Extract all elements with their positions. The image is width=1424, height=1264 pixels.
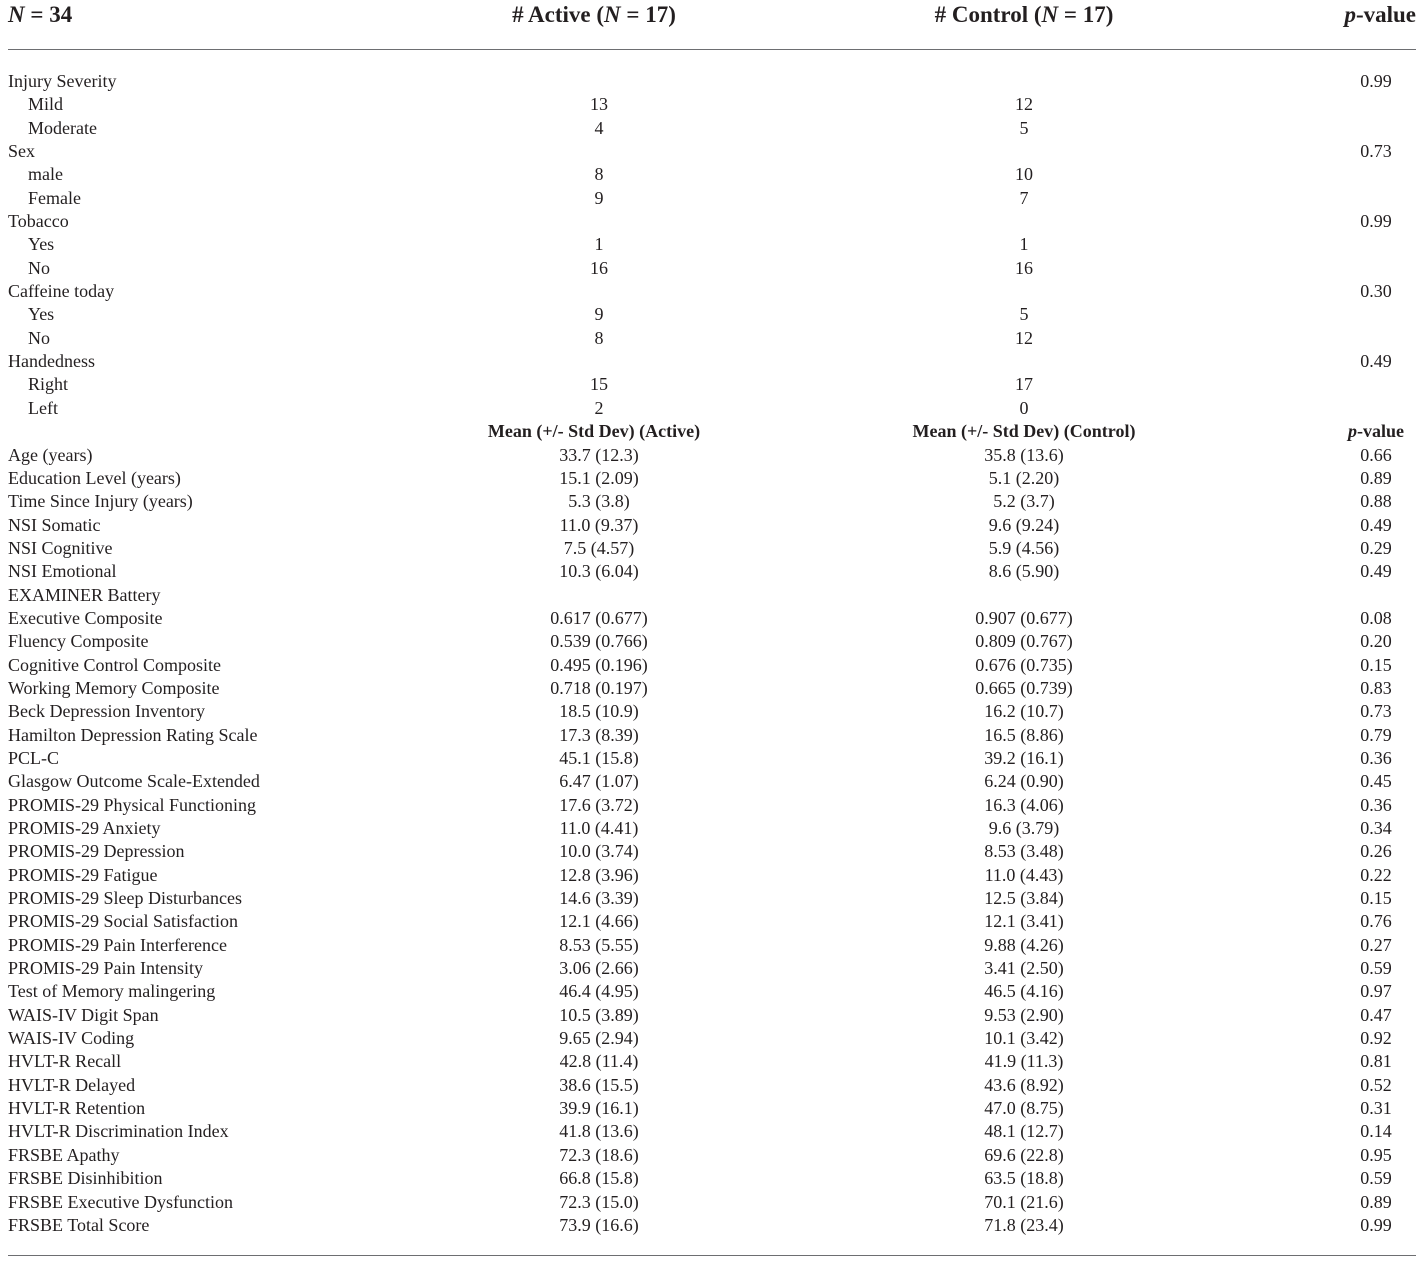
p-value: 0.08	[1360, 607, 1392, 628]
table-row	[0, 257, 1424, 280]
p-value: 0.83	[1360, 677, 1392, 698]
active-value: 12.1 (4.66)	[559, 911, 639, 932]
p-value: 0.47	[1360, 1004, 1392, 1025]
active-value: 0.718 (0.197)	[550, 677, 648, 698]
top-rule	[8, 49, 1416, 50]
row-label: Fluency Composite	[8, 631, 149, 652]
control-value: 8.53 (3.48)	[984, 841, 1064, 862]
p-value: 0.95	[1360, 1144, 1392, 1165]
row-label: FRSBE Total Score	[8, 1214, 150, 1235]
active-value: 8.53 (5.55)	[559, 934, 639, 955]
p-value: 0.36	[1360, 794, 1392, 815]
row-label: Glasgow Outcome Scale-Extended	[8, 771, 260, 792]
active-value: 7.5 (4.57)	[563, 537, 635, 558]
p-value: 0.97	[1360, 981, 1392, 1002]
row-label: EXAMINER Battery	[8, 584, 161, 605]
table-row	[0, 70, 1424, 93]
active-value: 39.9 (16.1)	[559, 1098, 639, 1119]
row-label: Hamilton Depression Rating Scale	[8, 724, 258, 745]
table-row	[0, 537, 1424, 560]
row-label: WAIS-IV Digit Span	[8, 1004, 159, 1025]
row-label: Female	[28, 187, 81, 208]
table-row	[0, 1027, 1424, 1050]
control-value: 35.8 (13.6)	[984, 444, 1064, 465]
row-label: Left	[28, 397, 58, 418]
control-value: 71.8 (23.4)	[984, 1214, 1064, 1235]
table-row	[0, 864, 1424, 887]
control-value: 3.41 (2.50)	[984, 958, 1064, 979]
p-value: 0.81	[1360, 1051, 1392, 1072]
p-value: 0.49	[1360, 351, 1392, 372]
table-row	[0, 747, 1424, 770]
subheader-pvalue: p-value	[1348, 421, 1404, 442]
row-label: Age (years)	[8, 444, 93, 465]
p-value: 0.59	[1360, 958, 1392, 979]
active-value: 5.3 (3.8)	[568, 491, 630, 512]
bottom-rule	[8, 1255, 1416, 1256]
active-value: 73.9 (16.6)	[559, 1214, 639, 1235]
table-row	[0, 210, 1424, 233]
table-row	[0, 233, 1424, 256]
p-value: 0.15	[1360, 888, 1392, 909]
row-label: HVLT-R Retention	[8, 1098, 146, 1119]
control-value: 43.6 (8.92)	[984, 1074, 1064, 1095]
table-row	[0, 117, 1424, 140]
row-label: Yes	[28, 304, 55, 325]
control-value: 5.9 (4.56)	[988, 537, 1060, 558]
row-label: Education Level (years)	[8, 467, 181, 488]
table-row	[0, 163, 1424, 186]
table-row	[0, 514, 1424, 537]
p-value: 0.26	[1360, 841, 1392, 862]
row-label: Executive Composite	[8, 607, 163, 628]
control-value: 16.3 (4.06)	[984, 794, 1064, 815]
p-value: 0.73	[1360, 701, 1392, 722]
row-label: Sex	[8, 141, 35, 162]
p-value: 0.15	[1360, 654, 1392, 675]
table-row	[0, 957, 1424, 980]
p-value: 0.20	[1360, 631, 1392, 652]
control-value: 0.665 (0.739)	[975, 677, 1073, 698]
p-value: 0.31	[1360, 1098, 1392, 1119]
subheader-control: Mean (+/- Std Dev) (Control)	[912, 421, 1136, 442]
table-row	[0, 770, 1424, 793]
control-value: 12	[1015, 94, 1033, 115]
active-value: 11.0 (4.41)	[559, 818, 639, 838]
p-value: 0.14	[1360, 1121, 1392, 1142]
control-value: 9.88 (4.26)	[984, 934, 1064, 955]
control-value: 7	[1019, 187, 1029, 208]
row-label: Time Since Injury (years)	[8, 491, 193, 512]
header-active: # Active (N = 17)	[512, 2, 676, 27]
active-value: 66.8 (15.8)	[559, 1168, 639, 1189]
row-label: NSI Somatic	[8, 514, 101, 535]
table-row	[0, 1074, 1424, 1097]
active-value: 17.3 (8.39)	[559, 724, 639, 745]
active-value: 4	[594, 117, 604, 138]
table-row	[0, 654, 1424, 677]
table-row	[0, 327, 1424, 350]
control-value: 69.6 (22.8)	[984, 1144, 1064, 1165]
row-label: FRSBE Disinhibition	[8, 1168, 163, 1189]
p-value: 0.22	[1360, 864, 1392, 885]
row-label: WAIS-IV Coding	[8, 1028, 135, 1049]
row-label: male	[28, 164, 63, 185]
active-value: 11.0 (9.37)	[559, 514, 639, 535]
table-row	[0, 490, 1424, 513]
table-row	[0, 1097, 1424, 1120]
row-label: Test of Memory malingering	[8, 981, 216, 1002]
control-value: 5	[1019, 117, 1029, 138]
p-value: 0.73	[1360, 141, 1392, 162]
header-n-total: N = 34	[8, 2, 73, 27]
p-value: 0.76	[1360, 911, 1392, 932]
row-label: PROMIS-29 Sleep Disturbances	[8, 888, 242, 909]
control-value: 0.676 (0.735)	[975, 654, 1073, 675]
p-value: 0.45	[1360, 771, 1392, 792]
active-value: 6.47 (1.07)	[559, 771, 639, 792]
p-value: 0.29	[1360, 537, 1392, 558]
row-label: No	[28, 327, 50, 348]
row-label: Cognitive Control Composite	[8, 654, 222, 675]
row-label: Beck Depression Inventory	[8, 701, 205, 722]
subheader-row	[0, 420, 1424, 443]
active-value: 41.8 (13.6)	[559, 1121, 639, 1142]
table-body	[0, 70, 1424, 1237]
control-value: 12.5 (3.84)	[984, 888, 1064, 909]
control-value: 12.1 (3.41)	[984, 911, 1064, 932]
active-value: 10.0 (3.74)	[559, 841, 639, 862]
active-value: 16	[590, 257, 608, 278]
control-value: 46.5 (4.16)	[984, 981, 1064, 1002]
active-value: 38.6 (15.5)	[559, 1074, 639, 1095]
table-row	[0, 677, 1424, 700]
control-value: 0.809 (0.767)	[975, 631, 1073, 652]
row-label: Caffeine today	[8, 281, 115, 302]
control-value: 9.53 (2.90)	[984, 1004, 1064, 1025]
subheader-active: Mean (+/- Std Dev) (Active)	[487, 421, 701, 442]
active-value: 15.1 (2.09)	[559, 467, 639, 488]
table-row	[0, 1120, 1424, 1143]
table-row	[0, 350, 1424, 373]
p-value: 0.52	[1360, 1074, 1392, 1095]
table-row	[0, 397, 1424, 420]
control-value: 5	[1019, 304, 1029, 325]
p-value: 0.49	[1360, 561, 1392, 582]
row-label: Moderate	[28, 117, 97, 138]
p-value: 0.92	[1360, 1028, 1392, 1049]
active-value: 10.5 (3.89)	[559, 1004, 639, 1025]
active-value: 42.8 (11.4)	[559, 1051, 639, 1072]
p-value: 0.34	[1360, 818, 1392, 838]
row-label: PROMIS-29 Depression	[8, 841, 185, 862]
p-value: 0.88	[1360, 491, 1392, 512]
control-value: 16.5 (8.86)	[984, 724, 1064, 745]
row-label: Right	[28, 374, 69, 395]
control-value: 47.0 (8.75)	[984, 1098, 1064, 1119]
control-value: 10	[1015, 164, 1033, 185]
control-value: 63.5 (18.8)	[984, 1168, 1064, 1189]
control-value: 9.6 (9.24)	[988, 514, 1060, 535]
control-value: 39.2 (16.1)	[984, 747, 1064, 768]
p-value: 0.89	[1360, 1191, 1392, 1212]
control-value: 9.6 (3.79)	[988, 818, 1060, 838]
control-value: 70.1 (21.6)	[984, 1191, 1064, 1212]
table-row	[0, 373, 1424, 396]
control-value: 1	[1019, 234, 1029, 255]
active-value: 14.6 (3.39)	[559, 888, 639, 909]
active-value: 17.6 (3.72)	[559, 794, 639, 815]
control-value: 6.24 (0.90)	[984, 771, 1064, 792]
row-label: FRSBE Apathy	[8, 1144, 120, 1165]
row-label: Working Memory Composite	[8, 677, 220, 698]
table-row	[0, 140, 1424, 163]
row-label: HVLT-R Discrimination Index	[8, 1121, 229, 1142]
row-label: Yes	[28, 234, 55, 255]
active-value: 9	[594, 304, 604, 325]
control-value: 16.2 (10.7)	[984, 701, 1064, 722]
p-value: 0.30	[1360, 281, 1392, 302]
table-row	[0, 584, 1424, 607]
control-value: 10.1 (3.42)	[984, 1028, 1064, 1049]
row-label: NSI Emotional	[8, 561, 117, 582]
table-row	[0, 1144, 1424, 1167]
active-value: 9	[594, 187, 604, 208]
table-row	[0, 187, 1424, 210]
active-value: 72.3 (15.0)	[559, 1191, 639, 1212]
p-value: 0.66	[1360, 444, 1392, 465]
control-value: 5.1 (2.20)	[988, 467, 1060, 488]
p-value: 0.27	[1360, 934, 1392, 955]
active-value: 15	[590, 374, 608, 395]
table-row	[0, 280, 1424, 303]
table-row	[0, 607, 1424, 630]
row-label: PROMIS-29 Physical Functioning	[8, 794, 257, 815]
active-value: 10.3 (6.04)	[559, 561, 639, 582]
row-label: Injury Severity	[8, 71, 117, 91]
p-value: 0.36	[1360, 747, 1392, 768]
table-row	[0, 817, 1424, 840]
table-row	[0, 630, 1424, 653]
p-value: 0.89	[1360, 467, 1392, 488]
control-value: 41.9 (11.3)	[984, 1051, 1064, 1072]
control-value: 5.2 (3.7)	[993, 491, 1055, 512]
row-label: Mild	[28, 94, 64, 115]
active-value: 0.495 (0.196)	[550, 654, 648, 675]
row-label: FRSBE Executive Dysfunction	[8, 1191, 233, 1212]
table-row	[0, 93, 1424, 116]
p-value: 0.99	[1360, 1214, 1392, 1235]
p-value: 0.49	[1360, 514, 1392, 535]
control-value: 8.6 (5.90)	[988, 561, 1060, 582]
table-row	[0, 887, 1424, 910]
active-value: 8	[594, 164, 604, 185]
row-label: PCL-C	[8, 747, 60, 768]
active-value: 46.4 (4.95)	[559, 981, 639, 1002]
p-value: 0.99	[1360, 211, 1392, 232]
control-value: 0.907 (0.677)	[975, 607, 1073, 628]
table-row	[0, 794, 1424, 817]
active-value: 0.539 (0.766)	[550, 631, 648, 652]
table-row	[0, 1050, 1424, 1073]
active-value: 12.8 (3.96)	[559, 864, 639, 885]
control-value: 16	[1015, 257, 1033, 278]
row-label: PROMIS-29 Pain Interference	[8, 934, 227, 955]
active-value: 9.65 (2.94)	[559, 1028, 639, 1049]
active-value: 33.7 (12.3)	[559, 444, 639, 465]
active-value: 1	[594, 234, 604, 255]
row-label: PROMIS-29 Social Satisfaction	[8, 911, 238, 932]
control-value: 17	[1015, 374, 1033, 395]
active-value: 72.3 (18.6)	[559, 1144, 639, 1165]
table-row	[0, 934, 1424, 957]
control-value: 12	[1015, 327, 1033, 348]
table-row	[0, 1191, 1424, 1214]
control-value: 11.0 (4.43)	[984, 864, 1064, 885]
row-label: HVLT-R Recall	[8, 1051, 122, 1072]
p-value: 0.99	[1360, 71, 1392, 91]
table-row	[0, 910, 1424, 933]
table-row	[0, 700, 1424, 723]
table-header	[0, 0, 1424, 36]
control-value: 0	[1019, 397, 1029, 418]
row-label: PROMIS-29 Anxiety	[8, 818, 161, 838]
row-label: PROMIS-29 Pain Intensity	[8, 958, 204, 979]
table-row	[0, 1167, 1424, 1190]
table-row	[0, 467, 1424, 490]
table-row	[0, 560, 1424, 583]
row-label: No	[28, 257, 50, 278]
row-label: HVLT-R Delayed	[8, 1074, 136, 1095]
active-value: 2	[594, 397, 604, 418]
header-pvalue: p-value	[1344, 2, 1416, 27]
p-value: 0.59	[1360, 1168, 1392, 1189]
table-row	[0, 1004, 1424, 1027]
table-row	[0, 303, 1424, 326]
active-value: 3.06 (2.66)	[559, 958, 639, 979]
table-row	[0, 980, 1424, 1003]
row-label: PROMIS-29 Fatigue	[8, 864, 158, 885]
header-control: # Control (N = 17)	[934, 2, 1114, 27]
row-label: Handedness	[8, 351, 95, 372]
active-value: 45.1 (15.8)	[559, 747, 639, 768]
table-row	[0, 724, 1424, 747]
active-value: 0.617 (0.677)	[550, 607, 648, 628]
table-row	[0, 840, 1424, 863]
table-row	[0, 444, 1424, 467]
row-label: NSI Cognitive	[8, 537, 113, 558]
active-value: 13	[590, 94, 608, 115]
p-value: 0.79	[1360, 724, 1392, 745]
row-label: Tobacco	[8, 211, 69, 232]
control-value: 48.1 (12.7)	[984, 1121, 1064, 1142]
active-value: 8	[594, 327, 604, 348]
table-row	[0, 1214, 1424, 1237]
active-value: 18.5 (10.9)	[559, 701, 639, 722]
